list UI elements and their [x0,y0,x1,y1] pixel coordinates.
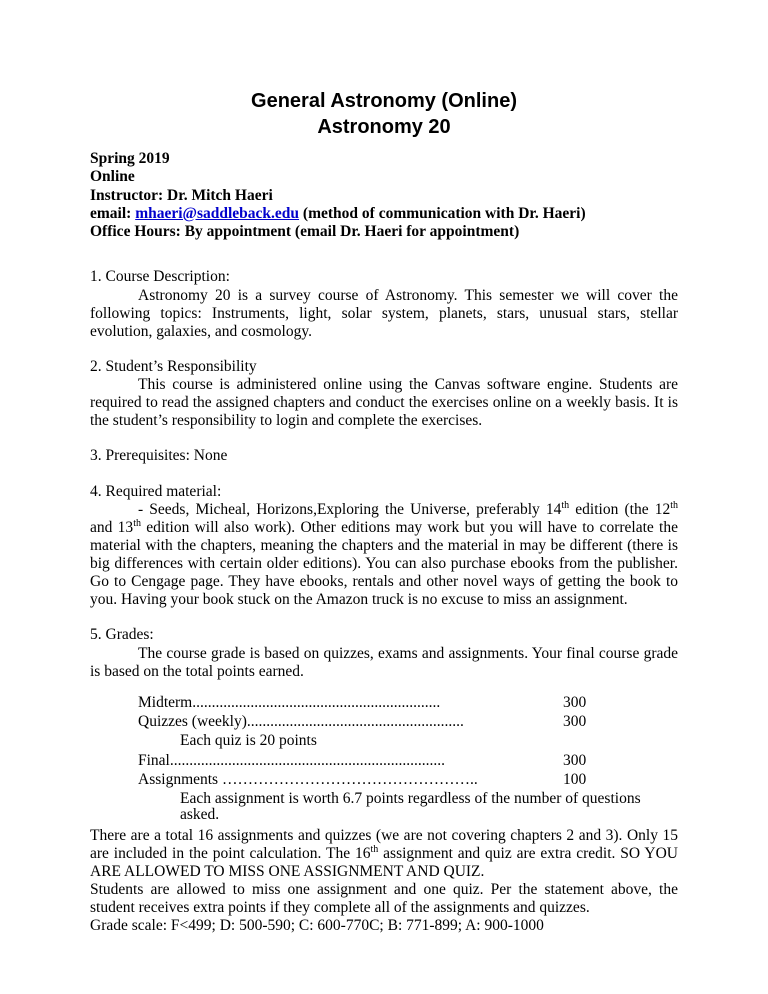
section-3-heading: 3. Prerequisites: None [90,447,228,465]
grade-label: Quizzes (weekly)........................................................ [138,714,464,731]
section-5-heading: 5. Grades: [90,626,154,644]
assignment-points-note: Each assignment is worth 6.7 points regardless of the number of questions asked. [180,790,641,824]
section-2-heading: 2. Student’s Responsibility [90,357,257,375]
grade-label: Assignments ………………………………………….. [138,771,478,788]
section-4-heading: 4. Required material: [90,482,222,500]
grade-row-midterm [90,695,678,711]
grade-row-final [90,753,678,769]
grade-points: 300 [563,693,587,711]
grades-table [90,695,678,824]
section-5-body: The course grade is based on quizzes, exams and assignments. Your final course grade is based on the total points earned. [90,644,678,680]
section-required-material [90,483,678,610]
office-hours-line: Office Hours: By appointment (email Dr. Haeri for appointment) [90,223,520,241]
email-suffix: (method of communication with Dr. Haeri) [299,204,586,222]
section-course-description [90,268,678,341]
email-line [90,205,678,223]
superscript-th: th [670,499,678,511]
section-grades [90,626,678,680]
section-2-body: This course is administered online using the Canvas software engine. Students are required to read the assigned chapters and conduct the exercises online on a weekly basis. It is the student’s responsibility to login and complete the exercises. [90,376,678,430]
grade-label: Final....................................................................... [138,752,445,769]
section-1-body: Astronomy 20 is a survey course of Astronomy. This semester we will cover the following topics: Instruments, light, solar system, planets, stars, unusual stars, stellar evolution, galaxies, and cosmology. [90,286,678,340]
grade-row-quizzes [90,714,678,730]
grade-points: 300 [563,751,587,769]
quiz-points-note: Each quiz is 20 points [180,732,317,750]
grade-points: 100 [563,770,587,788]
course-header-block [90,150,678,241]
grade-label: Midterm................................................................ [138,694,441,711]
instructor-line: Instructor: Dr. Mitch Haeri [90,186,273,204]
grade-scale-line: Grade scale: F<499; D: 500-590; C: 600-770C; B: 771-899; A: 900-1000 [90,917,544,935]
document-title [90,88,678,140]
term-line: Spring 2019 [90,150,170,167]
format-line: Online [90,168,135,186]
section-responsibility [90,358,678,431]
miss-policy-paragraph: Students are allowed to miss one assignment and one quiz. Per the statement above, the student receives extra points if they complete all of the assignments and quizzes. [90,881,678,917]
email-prefix: email: [90,204,136,222]
totals-paragraph: There are a total 16 assignments and quizzes (we are not covering chapters 2 and 3). Only 15 are included in the point calculation. The 16th assignment and quiz are extra credit. SO YOU ARE ALLOWED TO MISS ONE ASSIGNMENT AND QUIZ. [90,826,678,880]
section-1-heading: 1. Course Description: [90,268,230,286]
superscript-th: th [561,499,570,511]
email-link[interactable]: mhaeri@saddleback.edu [135,204,300,222]
grade-row-assignments [90,772,678,788]
course-title-line: General Astronomy (Online) [251,90,517,112]
course-number-line: Astronomy 20 [317,116,451,138]
section-4-body: - Seeds, Micheal, Horizons,Exploring the Universe, preferably 14th edition (the 12th and 13th edition will also work). Other editions may work but you will have to correlate the material with the chapters, meaning the chapters and the material in may be different (there is big differences with certain older editions). You can also purchase ebooks from the publisher. Go to Cengage page. They have ebooks, rentals and other novel ways of getting the book to you. Having your book stuck on the Amazon truck is no excuse to miss an assignment. [90,499,678,609]
superscript-th: th [133,517,141,529]
section-prerequisites [90,447,678,465]
grade-points: 300 [563,713,587,731]
superscript-th: th [370,843,379,855]
